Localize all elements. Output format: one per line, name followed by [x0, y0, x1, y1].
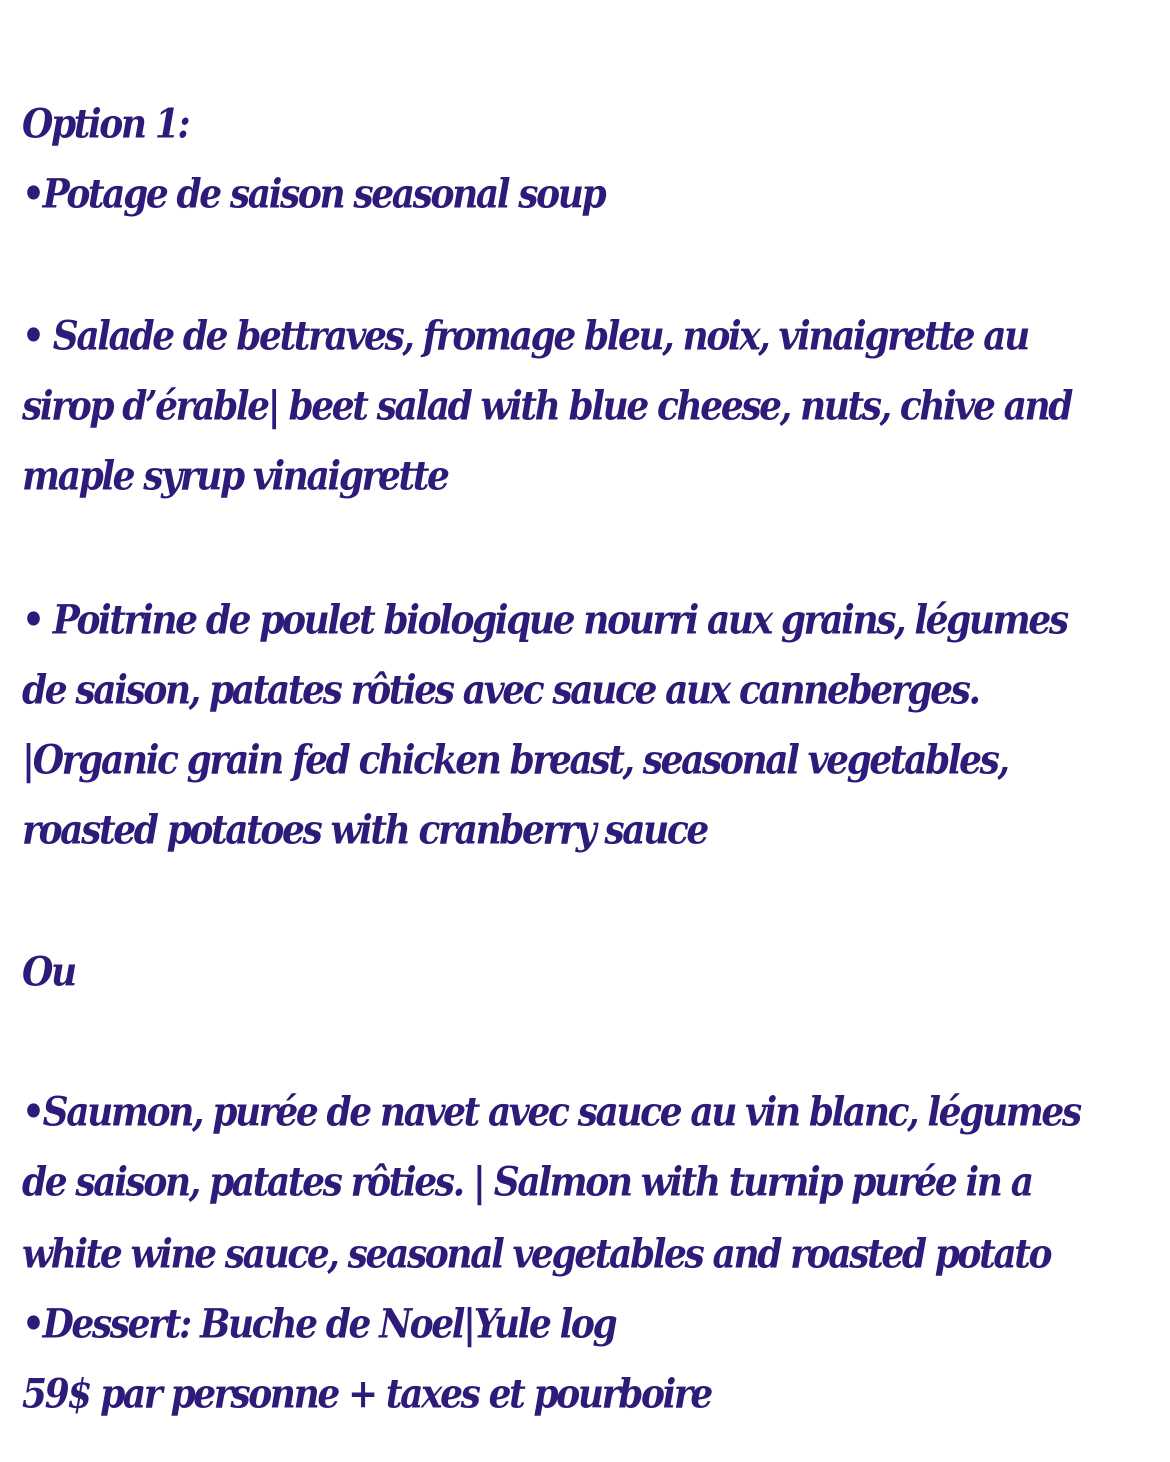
option-heading: Option 1: [22, 100, 189, 148]
salmon-line: white wine sauce, seasonal vegetables and roasted potato [22, 1230, 1051, 1278]
salmon-line: •Saumon, purée de navet avec sauce au vin blanc, légumes [22, 1088, 1080, 1136]
salmon-line: de saison, patates rôties. | Salmon with turnip purée in a [22, 1158, 1032, 1206]
dessert-item: •Dessert: Buche de Noel|Yule log [22, 1300, 616, 1348]
salad-line: maple syrup vinaigrette [22, 452, 448, 500]
chicken-line: de saison, patates rôties avec sauce aux canneberges. [22, 666, 979, 714]
salad-line: sirop d’érable| beet salad with blue cheese, nuts, chive and [22, 382, 1072, 430]
price-line: 59$ par personne + taxes et pourboire [22, 1370, 711, 1418]
salad-line: • Salade de bettraves, fromage bleu, noix, vinaigrette au [22, 312, 1028, 360]
chicken-line: roasted potatoes with cranberry sauce [22, 806, 707, 854]
soup-item: •Potage de saison seasonal soup [22, 170, 605, 218]
chicken-line: • Poitrine de poulet biologique nourri aux grains, légumes [22, 596, 1067, 644]
chicken-line: |Organic grain fed chicken breast, seasonal vegetables, [22, 736, 1008, 784]
or-separator: Ou [22, 948, 75, 996]
